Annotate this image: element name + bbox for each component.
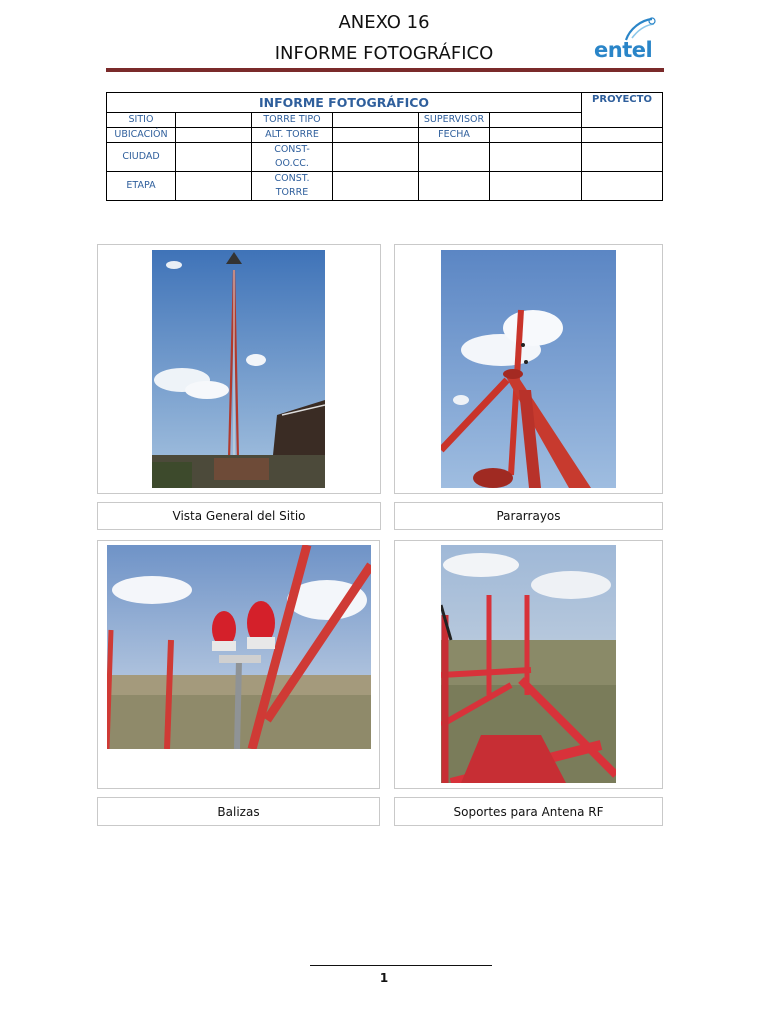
value-alt-torre[interactable] [333,128,419,143]
value-ubicacion[interactable] [176,128,252,143]
label-fecha: FECHA [419,128,490,143]
label-const-torre [252,172,333,201]
table-title: INFORME FOTOGRÁFICO [107,93,582,113]
photo-card-beacons [97,540,380,789]
value-supervisor[interactable] [490,113,582,128]
label-supervisor: SUPERVISOR [419,113,490,128]
empty-cell [490,172,582,201]
empty-cell [582,143,663,172]
caption-beacons: Balizas [97,797,380,826]
lightning-rod-photo-icon [441,250,616,488]
empty-cell [419,143,490,172]
label-const-oocc [252,143,333,172]
caption-lightning-rod: Pararrayos [394,502,663,530]
empty-cell [582,172,663,201]
logo-wordmark: entel [594,38,653,62]
value-fecha[interactable] [490,128,582,143]
label-const-oocc-line1: CONST- [274,144,310,155]
label-ubicacion: UBICACIÓN [107,128,176,143]
label-ciudad: CIUDAD [107,143,176,172]
label-const-torre-line2: TORRE [275,187,309,198]
header-divider [106,68,664,72]
value-const-torre[interactable] [333,172,419,201]
label-etapa: ETAPA [107,172,176,201]
caption-site-overview: Vista General del Sitio [97,502,381,530]
photo-card-lightning-rod [394,244,663,494]
label-torre-tipo: TORRE TIPO [252,113,333,128]
value-proyecto[interactable] [582,128,663,143]
footer-divider [310,965,492,966]
beacon-lights-photo-icon [107,545,371,749]
value-torre-tipo[interactable] [333,113,419,128]
entel-logo [590,16,660,66]
value-etapa[interactable] [176,172,252,201]
info-table [106,92,663,201]
annex-heading: ANEXO 16 [338,12,430,33]
antenna-supports-photo-icon [441,545,616,783]
tower-photo-icon [152,250,325,488]
label-const-torre-line1: CONST. [274,173,310,184]
page-title: INFORME FOTOGRÁFICO [274,43,494,64]
page-number: 1 [379,971,389,985]
value-sitio[interactable] [176,113,252,128]
photo-card-site-overview [97,244,381,494]
empty-cell [419,172,490,201]
label-sitio: SITIO [107,113,176,128]
label-alt-torre: ALT. TORRE [252,128,333,143]
project-label: PROYECTO [582,93,663,128]
photo-card-antenna-supports [394,540,663,789]
empty-cell [490,143,582,172]
value-ciudad[interactable] [176,143,252,172]
label-const-oocc-line2: OO.CC. [275,158,309,169]
caption-antenna-supports: Soportes para Antena RF [394,797,663,826]
value-const-oocc[interactable] [333,143,419,172]
